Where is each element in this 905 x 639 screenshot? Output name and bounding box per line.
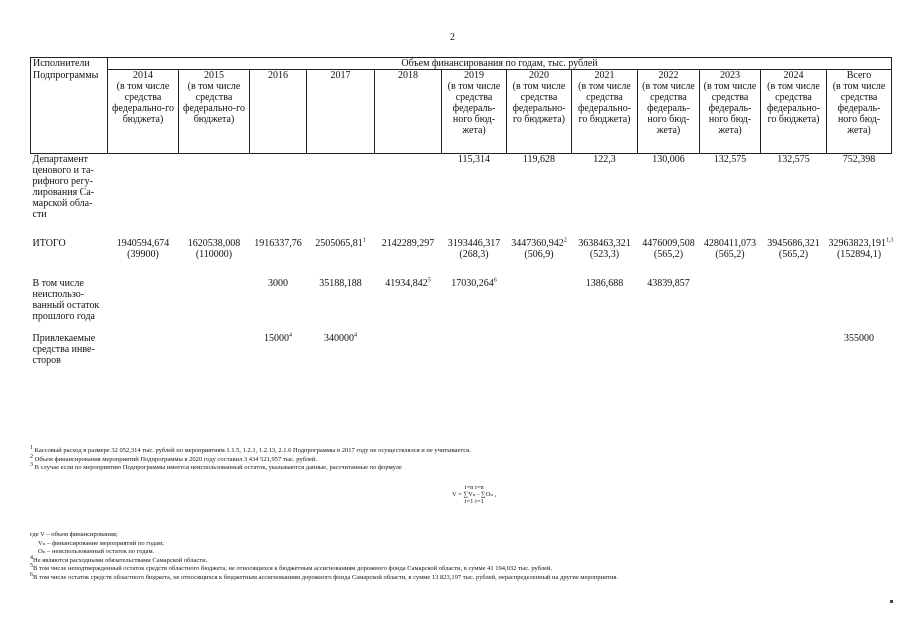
year-header-2023: 2023 (в том числе средства федераль-ного бюд-жета) — [700, 70, 761, 154]
cell-investors-2016: 15000$^4$ — [264, 332, 292, 344]
year-header-2024: 2024 (в том числе средства федерально-го бюджета) — [761, 70, 827, 154]
year-header-2017: 2017 — [307, 70, 375, 154]
scan-mark — [890, 600, 893, 603]
year-header-2015: 2015 (в том числе средства федерально-го бюджета) — [179, 70, 250, 154]
table-row-unused — [31, 278, 892, 333]
cell-itogo-2017: 2505065,81$^1$ — [315, 237, 366, 249]
cell-unused-2019: 17030,264$^6$ — [451, 277, 497, 289]
cell-itogo-2019: 3193446,317 (268,3) — [447, 237, 501, 260]
executors-header: Исполнители — [31, 58, 108, 70]
formula-lower-limits: i=1 i=1 — [464, 498, 484, 505]
formula-upper-limits: i=n i=n — [464, 484, 484, 491]
year-header-2020: 2020 (в том числе средства федерально-го бюджета) — [507, 70, 572, 154]
table-row-dept — [31, 154, 892, 238]
year-header-2016: 2016 — [250, 70, 307, 154]
cell-dept-2023: 132,575 — [713, 154, 747, 165]
funding-title: Объем финансирования по годам, тыс. рублей — [108, 58, 892, 70]
cell-dept-2024: 132,575 — [777, 154, 810, 165]
cell-itogo-2021: 3638463,321 (523,3) — [578, 237, 631, 260]
cell-investors-total: 355000 — [844, 332, 875, 344]
cell-itogo-2023: 4280411,073 (565,2) — [703, 237, 757, 260]
footnote-2: $^2$ Объем финансирования мероприятий Подпрограммы в 2020 году составил 3 434 521,957 тыс. рублей. — [30, 453, 317, 463]
cell-unused-2017: 35188,188 — [319, 277, 362, 289]
row-label-unused: В том числе неиспользо-ванный остаток прошлого года — [32, 277, 100, 322]
footnote-4: $^4$Не являются расходными обязательствами Самарской области. — [30, 554, 208, 564]
subprograms-header: Подпрограммы — [31, 70, 108, 154]
cell-itogo-total: 32963823,191$^{1,3}$ (152894,1) — [828, 237, 894, 260]
definitions — [30, 531, 618, 582]
cell-itogo-2024: 3945686,321 (565,2) — [767, 237, 820, 260]
formula-expression: V = ∑Vₙ - ∑Oₙ , — [452, 491, 497, 498]
cell-unused-2022: 43839,857 — [647, 277, 690, 289]
footnote-5: $^5$В том числе неподтвержденный остаток средств областного бюджета, не относящихся к бюджетным ассигнованиям дорожного фонда Самарской области, в сумме 41 194,032 тыс. рублей. — [30, 562, 553, 572]
definition-on: Oₙ – неиспользованный остаток по годам. — [38, 548, 155, 555]
year-header-2022: 2022 (в том числе средства федераль-ного бюд-жета) — [638, 70, 700, 154]
year-header-2019: 2019 (в том числе средства федераль-ного бюд-жета) — [442, 70, 507, 154]
year-header-2014: 2014 (в том числе средства федерально-го бюджета) — [108, 70, 179, 154]
row-label-itogo: ИТОГО — [32, 237, 66, 249]
footnote-1: $^1$ Кассовый расход в размере 32 052,314 тыс. рублей по мероприятиям 1.1.5, 1.2.1, 1.2.13, 2.1.6 Подпрограммы в 2017 году не осуществлялся и не учитывается. — [30, 444, 471, 454]
table-row-itogo — [31, 238, 892, 278]
cell-itogo-2014: 1940594,674 (39900) — [116, 237, 170, 260]
table-header-row-1 — [31, 58, 892, 70]
formula — [452, 484, 496, 505]
row-label-dept: Департамент ценового и та-рифного регу-лирования Са-марской обла-сти — [32, 154, 95, 220]
definition-vn: Vₙ – финансирование мероприятий по годам; — [38, 539, 164, 547]
cell-itogo-2015: 1620538,008 (110000) — [187, 237, 241, 260]
table-row-investors — [31, 333, 892, 373]
footnote-3: $^3$ В случае если по мероприятию Подпрограммы имеется неиспользованный остаток, указываются данные, рассчитанные по формуле — [30, 461, 402, 471]
year-header-2021: 2021 (в том числе средства федерально-го бюджета) — [572, 70, 638, 154]
footnote-6: $^6$В том числе остаток средств областного бюджета, не относящихся к бюджетным ассигнованиям дорожного фонда Самарской области, в сумме 13 823,197 тыс. рублей, нераспределенный на другие мероприятия. — [30, 571, 619, 581]
funding-table — [30, 57, 892, 373]
table-header-row-2 — [31, 70, 892, 154]
cell-dept-2021: 122,3 — [593, 154, 616, 165]
definition-v: где V – объем финансирования; — [30, 531, 118, 538]
cell-itogo-2020: 3447360,942$^2$ (506,9) — [511, 237, 567, 260]
page-number: 2 — [450, 32, 455, 43]
cell-investors-2017: 340000$^4$ — [324, 332, 357, 344]
cell-unused-2018: 41934,842$^5$ — [385, 277, 431, 289]
cell-dept-2019: 115,314 — [457, 154, 491, 165]
year-header-total: Всего (в том числе средства федераль-ного бюд-жета) — [827, 70, 892, 154]
cell-itogo-2022: 4476009,508 (565,2) — [642, 237, 695, 260]
cell-unused-2021: 1386,688 — [585, 277, 624, 289]
year-header-2018: 2018 — [375, 70, 442, 154]
cell-unused-2016: 3000 — [268, 277, 288, 289]
cell-dept-2020: 119,628 — [522, 154, 556, 165]
cell-itogo-2018: 2142289,297 — [381, 237, 435, 249]
cell-itogo-2016: 1916337,76 — [254, 237, 302, 249]
row-label-investors: Привлекаемые средства инве-сторов — [32, 332, 96, 366]
footnotes — [30, 444, 890, 473]
cell-dept-total: 752,398 — [842, 154, 876, 165]
cell-dept-2022: 130,006 — [652, 154, 685, 165]
